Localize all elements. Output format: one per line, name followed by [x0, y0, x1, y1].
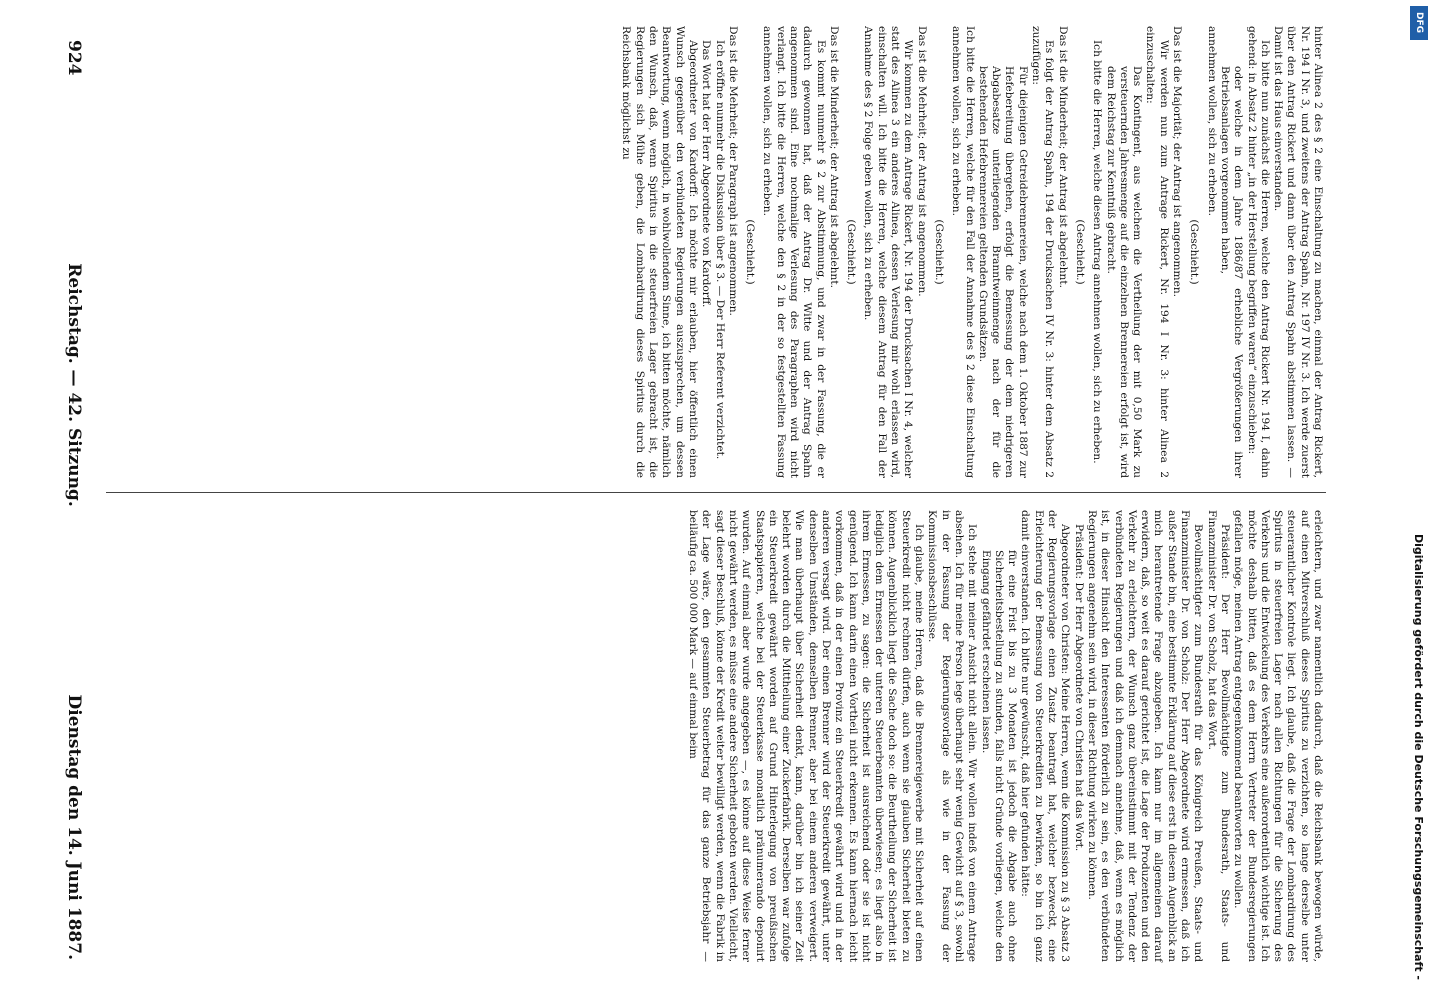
left-column [109, 26, 1324, 478]
digitization-sidebar [1404, 0, 1432, 1000]
paragraph: hinter Alinea 2 des § 2 eine Einschaltung zu machen, einmal der Antrag Rickert, Nr. 194 I Nr. 3, und zweitens der Antrag Spahn, Nr. 197 IV Nr. 3. Ich werde zuerst über den Antrag Rickert und dann über den Antrag Spahn abstimmen lassen. — Damit ist das Haus einverstanden. [1272, 26, 1324, 478]
stage-note: (Geschieht.) [1073, 219, 1086, 285]
paragraph: Ich eröffne nunmehr die Diskussion über § 3. — Der Herr Referent verzichtet. [713, 40, 726, 460]
president-remark: Präsident: Der Herr Bevollmächtigte zum Bundesrath, Staats- und Finanzminister Dr. von Scholz, hat das Wort. [1205, 510, 1231, 962]
stage-note: (Geschieht.) [744, 219, 757, 285]
paragraph: Ich bitte die Herren, welche für den Fall der Annahme des § 2 diese Einschaltung annehmen wollen, sich zu erheben. [950, 26, 976, 478]
sidebar-credit: Digitalisierung gefördert durch die Deutsche Forschungsgemeinschaft - [1412, 533, 1425, 980]
paragraph: Das ist die Minderheit; der Antrag ist abgelehnt. [827, 26, 840, 288]
paragraph: Ich stehe mit meiner Ansicht nicht allein. Wir wollen indeß von einem Antrage absehen. Ich für meine Person lege überhaupt sehr wenig Gewicht auf § 3, sowohl in der Fassung der Regierungsvorlage als wie in der Fassung der Kommissionsbeschlüsse. [926, 510, 979, 962]
paragraph: erleichtern, und zwar namentlich dadurch, daß die Reichsbank bewogen würde, auf einen Mitverschluß dieses Spiritus zu verzichten, so lange derselbe unter steueramtlicher Kontrole liegt. Ich glaube, daß die Frage der Lombardirung des Spiritus in steuerfreien Lager nach allen Richtungen für die Sicherung des Verkehrs und die Entwickelung des Verkehrs eine außerordentlich wichtige ist. Ich möchte deshalb bitten, daß es dem Herrn Vertreter der Bundesregierungen gefallen möge, meinen Antrag entgegenkommend beantworten zu wollen. [1232, 510, 1324, 962]
paragraph: Ich glaube, meine Herren, daß die Brennereigewerbe mit Sicherheit auf einen Steuerkredit nicht rechnen dürfen, auch wenn sie glauben Sicherheit bieten zu können. Augenblicklich liegt die Sache doch so: die Beurtheilung der Sicherheit ist lediglich dem Ermessen der unteren Steuerbeamten überwiesen; es liegt also in ihrem Ermessen, zu sagen: die Sicherheit ist ausreichend oder sie ist nicht genügend. Ich kann darin einen Vortheil nicht erkennen. Es kann hiernach leicht vorkommen, daß in der einen Provinz ein Steuerkredit gewährt wird und in der anderen versagt wird. Der einen Brenner wird der Steuerkredit gewährt, unter denselben Umständen, demselben Brenner, aber bei einem anderen verweigert. Wie man überhaupt über Sicherheit denkt, kann, darüber bin ich seiner Zeit belehrt worden durch die Mittheilung einer Zuckerfabrik. Derselben war zufolge ein Steuerkredit gewährt worden auf Grund Hinterlegung von preußischen Staatspapieren, welche bei der Steuerkasse monatlich pränumerando deponirt wurden. Auf einmal aber wurde angegeben —, es könne auf diese Weise ferner nicht gewährt werden, es müsse eine andere Sicherheit geboten werden. Vielleicht, sagt dieser Beschluß, könne der Kredit weiter bewilligt werden, wenn die Fabrik in der Lage wäre, den gesammten Steuerbetrag für das ganze Betriebsjahr — beiläufig ca. 500 000 Mark — auf einmal beim [687, 510, 926, 962]
page-header [56, 40, 92, 960]
paragraph: Es kommt nunmehr § 2 zur Abstimmung, und zwar in der Fassung, die er dadurch gewonnen hat, daß der Antrag Dr. Witte und der Antrag Spahn angenommen sind. Eine nochmalige Verlesung des Paragraphen wird nicht verlangt. Ich bitte die Herren, welche den § 2 in der so festgestellten Fassung annehmen wollen, sich zu erheben. [761, 26, 827, 478]
dfg-logo: DFG [1410, 6, 1428, 40]
quoted-amendment: Das Kontingent, aus welchem die Vertheilung der mit 0,50 Mark zu versteuernden Jahresmenge auf die einzelnen Brennereien erfolgt ist, wird dem Reichstag zur Kenntniß gebracht. [1104, 66, 1144, 478]
stage-note: (Geschieht.) [1188, 219, 1201, 285]
column-divider [106, 492, 1326, 493]
paragraph: Das ist die Mehrheit; der Paragraph ist angenommen. [726, 26, 739, 316]
paragraph: Ich bitte nun zunächst die Herren, welche den Antrag Rickert Nr. 194 I, dahin gehend: in Absatz 2 hinter „in der Herstellung begriffen waren“ einzuschieben: [1245, 26, 1271, 478]
paragraph: annehmen wollen, sich zu erheben. [1205, 26, 1218, 216]
paragraph: Wir kommen zu dem Antrage Rickert, Nr. 194 der Drucksachen I Nr. 4, welcher statt des Alinea 3 ein anderes Alinea, dessen Verlesung mir wohl erlassen wird, einschalten will. Ich bitte die Herren, welche diesem Antrag für den Fall der Annahme des § 2 Folge geben wollen, sich zu erheben. [862, 26, 915, 478]
quoted-amendment: für eine Frist bis zu 3 Monaten ist jedoch die Abgabe auch ohne Sicherheitsbestellung zu stunden, falls nicht Gründe vorliegen, welche den Eingang gefährdet erscheinen lassen. [979, 550, 1019, 962]
page-number: 924 [64, 40, 84, 76]
session-date: Dienstag den 14. Juni 1887. [64, 694, 84, 960]
paragraph: Das ist die Majorität; der Antrag ist angenommen. [1171, 26, 1184, 298]
paragraph: Es folgt der Antrag Spahn, 194 der Drucksachen IV Nr. 3: hinter dem Absatz 2 zuzufügen: [1030, 26, 1056, 478]
paragraph: Das ist die Mehrheit; der Antrag ist angenommen. [915, 26, 928, 297]
speech-scholz: Bevollmächtigter zum Bundesrath für das Königreich Preußen, Staats- und Finanzminister Dr. von Scholz: Der Herr Abgeordnete wird ermessen, daß ich außer Stande bin, eine bestimmte Erklärung auf diese erst in diesem Augenblick an mich herantretende Frage abzugeben. Ich kann nur im allgemeinen darauf erwidern, daß, so weit es darauf gerichtet ist, die Lage der Produzenten und den Verkehr zu erleichtern, der Wunsch ganz übereinstimmt mit der Tendenz der verbündeten Regierungen und daß ich demnach annehme, daß, wenn es möglich ist, in dieser Hinsicht den Interessenten förderlich zu sein, es den verbündeten Regierungen angenehm sein wird, in dieser Richtung wirken zu können. [1085, 510, 1205, 962]
speech-kardorff: Abgeordneter von Kardorff: Ich möchte mir erlauben, hier öffentlich einen Wunsch gegenüber den verbündeten Regierungen auszusprechen, um dessen Beantwortung, wenn möglich, in wohlwollendem Sinne, ich bitten möchte, nämlich den Wunsch, daß, wenn Spiritus in die steuerfreien Lager gebracht ist, die Regierungen sich Mühe geben, die Lombardirung dieses Spiritus durch die Reichsbank möglichst zu [620, 26, 699, 478]
speech-christen: Abgeordneter von Christen: Meine Herren, wenn die Kommission zu § 3 Absatz 3 der Regierungsvorlage einen Zusatz beantragt hat, welcher bezweckt, eine Erleichterung der Bemessung von Steuerkrediten zu bewirken, so bin ich ganz damit einverstanden. Ich bitte nur gewünscht, daß hier gefunden hätte: [1019, 510, 1072, 962]
paragraph: Wir werden nun zum Antrage Rickert, Nr. 194 I Nr. 3: hinter Alinea 2 einzuschalten: [1144, 26, 1170, 478]
quoted-amendment: oder welche in dem Jahre 1886/87 erhebliche Vergrößerungen ihrer Betriebsanlagen vorgenommen haben, [1218, 66, 1245, 478]
session-title: Reichstag. — 42. Sitzung. [64, 263, 84, 507]
right-column [109, 510, 1324, 962]
quoted-amendment: Für diejenigen Getreidebrennereien, welche nach dem 1. Oktober 1887 zur Hefebereitung übergehen, erfolgt die Bemessung der dem niedrigeren Abgabesatze unterliegenden Branntweinmenge nach der für die bestehenden Hefebrennereien geltenden Grundsätzen. [976, 66, 1029, 478]
president-remark: Präsident: Der Herr Abgeordnete von Christen hat das Wort. [1072, 524, 1085, 852]
stage-note: (Geschieht.) [932, 219, 945, 285]
paragraph: Das ist die Minderheit; der Antrag ist abgelehnt. [1056, 26, 1069, 288]
paragraph: Das Wort hat der Herr Abgeordnete von Kardorff. [700, 40, 713, 308]
stage-note: (Geschieht.) [845, 219, 858, 285]
paragraph: Ich bitte die Herren, welche diesen Antrag annehmen wollen, sich zu erheben. [1091, 40, 1104, 464]
